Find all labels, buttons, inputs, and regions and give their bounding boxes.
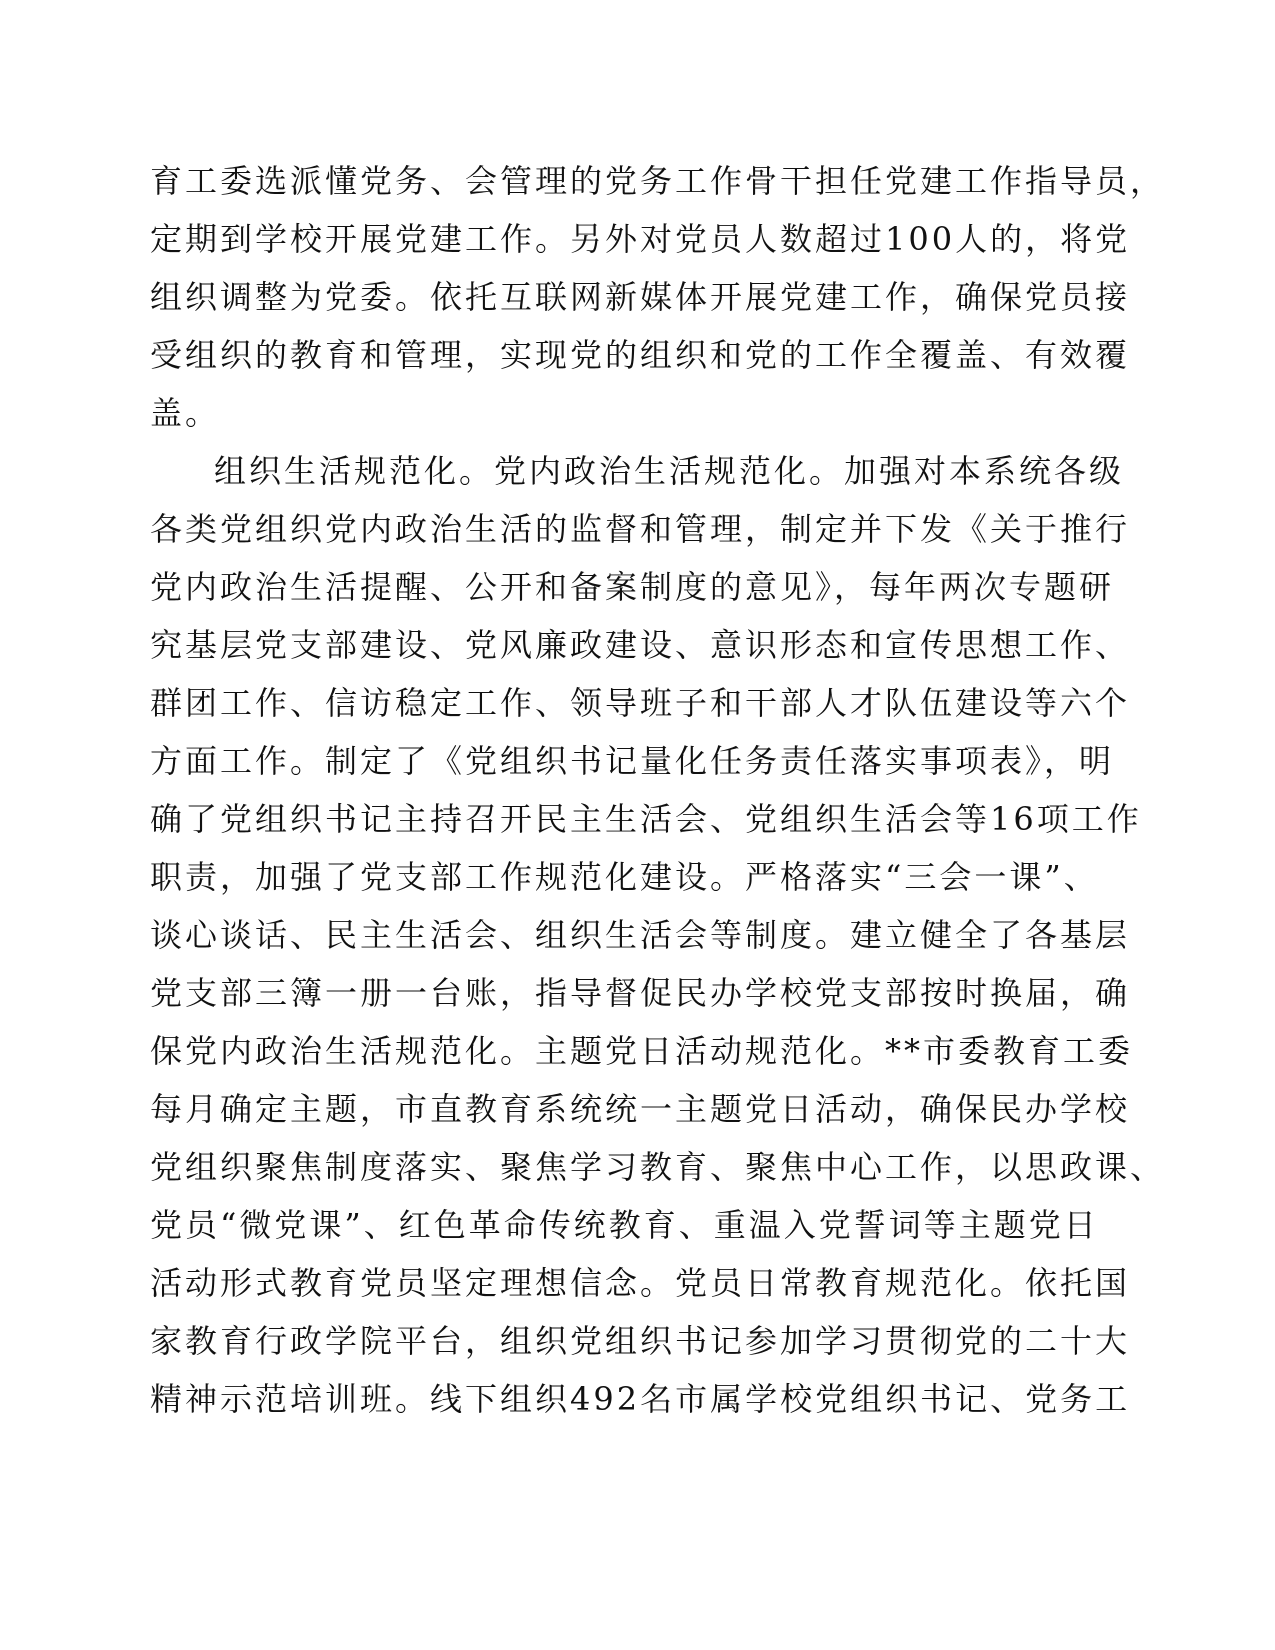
text-line: 职责，加强了党支部工作规范化建设。严格落实“三会一课”、 bbox=[150, 858, 1099, 896]
text-line: 活动形式教育党员坚定理想信念。党员日常教育规范化。依托国 bbox=[150, 1264, 1131, 1302]
text-line: 党员“微党课”、红色革命传统教育、重温入党誓词等主题党日 bbox=[150, 1206, 1099, 1244]
text-line: 究基层党支部建设、党风廉政建设、意识形态和宣传思想工作、 bbox=[150, 626, 1131, 664]
text-line: 谈心谈话、民主生活会、组织生活会等制度。建立健全了各基层 bbox=[150, 916, 1131, 954]
text-line: 确了党组织书记主持召开民主生活会、党组织生活会等16项工作 bbox=[150, 800, 1142, 838]
text-line: 家教育行政学院平台，组织党组织书记参加学习贯彻党的二十大 bbox=[150, 1322, 1131, 1360]
text-line: 定期到学校开展党建工作。另外对党员人数超过100人的，将党 bbox=[150, 220, 1131, 258]
text-line: 保党内政治生活规范化。主题党日活动规范化。**市委教育工委 bbox=[150, 1032, 1134, 1070]
text-line: 精神示范培训班。线下组织492名市属学校党组织书记、党务工 bbox=[150, 1380, 1131, 1418]
paragraph-start-line: 组织生活规范化。党内政治生活规范化。加强对本系统各级 bbox=[214, 452, 1125, 490]
text-line: 党内政治生活提醒、公开和备案制度的意见》，每年两次专题研 bbox=[150, 568, 1115, 606]
text-line: 盖。 bbox=[150, 394, 221, 432]
text-line: 群团工作、信访稳定工作、领导班子和干部人才队伍建设等六个 bbox=[150, 684, 1131, 722]
text-line: 组织调整为党委。依托互联网新媒体开展党建工作，确保党员接 bbox=[150, 278, 1131, 316]
text-line: 各类党组织党内政治生活的监督和管理，制定并下发《关于推行 bbox=[150, 510, 1131, 548]
text-line: 方面工作。制定了《党组织书记量化任务责任落实事项表》，明 bbox=[150, 742, 1115, 780]
text-line: 党支部三簿一册一台账，指导督促民办学校党支部按时换届，确 bbox=[150, 974, 1131, 1012]
text-line: 党组织聚焦制度落实、聚焦学习教育、聚焦中心工作，以思政课、 bbox=[150, 1148, 1166, 1186]
body-text bbox=[150, 152, 1166, 1428]
text-line: 育工委选派懂党务、会管理的党务工作骨干担任党建工作指导员， bbox=[150, 162, 1166, 200]
text-line: 受组织的教育和管理，实现党的组织和党的工作全覆盖、有效覆 bbox=[150, 336, 1131, 374]
text-line: 每月确定主题，市直教育系统统一主题党日活动，确保民办学校 bbox=[150, 1090, 1131, 1128]
